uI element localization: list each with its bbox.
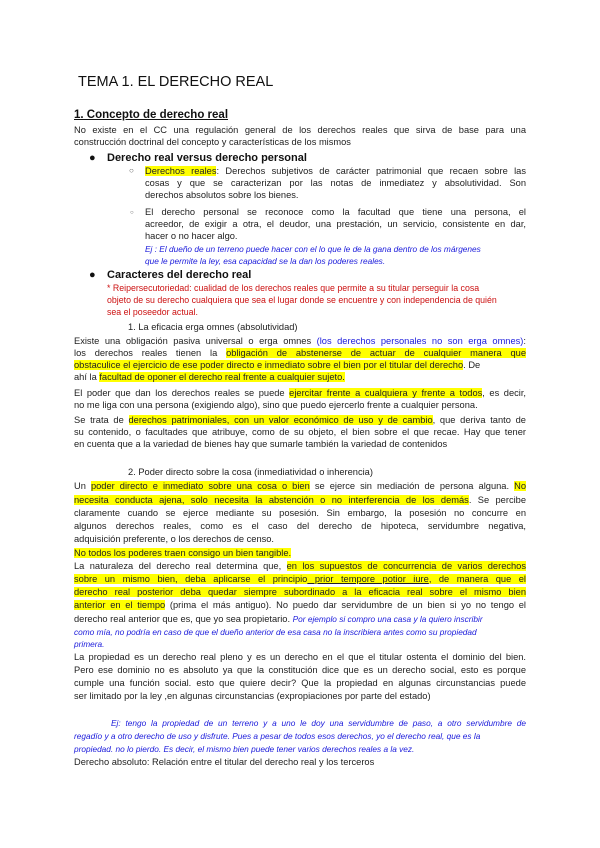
para-3-line-2: su contenido, o facultades que atribuye, como de su objeto, el bien sobre el que recae. Hay que tener — [74, 427, 526, 437]
para-3-line-1: Se trata de derechos patrimoniales, con un valor económico de uso y de cambio, que deriva tanto de — [74, 415, 526, 425]
para-6-line-4: anterior en el tiempo (prima el más antiguo). No puedo dar servidumbre de un bien si yo no tengo el — [74, 600, 526, 610]
sub-bullet-circle: ○ — [130, 210, 134, 216]
para-4-line-2: necesita conducta ajena, solo necesita la abstención o no interferencia de los demás. Se percibe — [74, 495, 526, 505]
reipersecutoriedad-line-3: sea el poseedor actual. — [107, 307, 198, 317]
para-6-line-7: primera. — [74, 639, 105, 649]
section-heading-concepto: 1. Concepto de derecho real — [74, 109, 229, 121]
para-7-line-4: ser limitado por la ley ,en algunas circunstancias (expropiaciones por parte del estado) — [74, 691, 431, 701]
para-6-line-3: derecho real posterior deba quedar siempre subordinado a la eficacia real sobre el mismo bien — [74, 587, 526, 597]
para-1-line-4: ahí la facultad de oponer el derecho real frente a cualquier sujeto. — [74, 372, 345, 382]
bullet-dot: ● — [89, 152, 96, 164]
numbered-item-1: 1. La eficacia erga omnes (absolutividad) — [128, 322, 298, 332]
para-1-line-1: Existe una obligación pasiva universal o erga omnes (los derechos personales no son erga omnes): — [74, 336, 526, 346]
para-6-line-2: sobre un mismo bien, deba aplicarse el principio prior tempore potior iure, de manera que el — [74, 574, 526, 584]
derecho-personal-line-1: El derecho personal se reconoce como la facultad que tiene una persona, el — [145, 207, 526, 217]
para-2-line-1: El poder que dan los derechos reales se puede ejercitar frente a cualquiera y frente a todos, es decir, — [74, 388, 526, 398]
derecho-personal-line-2: acreedor, de exigir a otra, el deudor, una prestación, un servicio, consistente en dar, — [145, 219, 526, 229]
para-4-line-4: algunos derechos reales, como es el caso del derecho de hipoteca, servidumbre negativa, — [74, 521, 526, 531]
bullet-heading-derecho-real-vs-personal: Derecho real versus derecho personal — [107, 152, 307, 164]
example-2-line-3: propiedad. no lo pierdo. Es decir, el mismo bien puede tener varios derechos reales a la vez. — [74, 744, 415, 754]
derechos-reales-line-1: Derechos reales: Derechos subjetivos de carácter patrimonial que recaen sobre las — [145, 166, 526, 176]
last-line-derecho-absoluto: Derecho absoluto: Relación entre el titular del derecho real y los terceros — [74, 757, 375, 767]
reipersecutoriedad-line-1: * Reipersecutoriedad: cualidad de los derechos reales que permite a su titular perseguir la cosa — [107, 283, 480, 293]
para-5: No todos los poderes traen consigo un bien tangible. — [74, 548, 292, 558]
derechos-reales-line-3: derechos absolutos sobre los bienes. — [145, 190, 299, 200]
para-2-line-2: no me liga con una persona (exigiendo algo), sino que puedo ejercerlo frente a cualquier persona. — [74, 400, 478, 410]
intro-line-2: construcción doctrinal del concepto y características de los mismos — [74, 137, 351, 147]
example-1-line-1: Ej : El dueño de un terreno puede hacer con el lo que le de la gana dentro de los márgenes — [145, 244, 481, 254]
derecho-personal-line-3: hacer o no hacer algo. — [145, 231, 238, 241]
derechos-reales-label: Derechos reales — [145, 166, 217, 176]
bullet-heading-caracteres: Caracteres del derecho real — [107, 269, 252, 281]
para-4-line-5: adquisición preferente, o los derechos de censo. — [74, 534, 275, 544]
example-2-line-2: regadío y a otro derecho de uso y disfrute. Pues a pesar de todos esos derechos, yo el derecho real, que es la — [74, 731, 481, 741]
example-2-line-1: Ej: tengo la propiedad de un terreno y a uno le doy una servidumbre de paso, a otro servidumbre de — [111, 718, 526, 728]
reipersecutoriedad-line-2: objeto de su derecho cualquiera que sea el lugar donde se encuentre y con independencia de quién — [107, 295, 497, 305]
para-6-line-6: como mía, no podría en caso de que el dueño anterior de esa casa no la inscribiera antes como su propiedad — [74, 627, 477, 637]
para-1-line-2: los derechos reales tienen la obligación de abstenerse de actuar de cualquier manera que — [74, 348, 527, 358]
numbered-item-2: 2. Poder directo sobre la cosa (inmediatividad o inherencia) — [128, 467, 373, 477]
sub-bullet-circle: ○ — [129, 166, 134, 175]
para-3-line-3: en cuenta que a la variedad de bienes hay que sumarle también la variedad de contenidos — [74, 439, 448, 449]
intro-line-1: No existe en el CC una regulación general de los derechos reales que sirva de base para una — [74, 125, 526, 135]
para-6-line-5: derecho real anterior que es, que yo sea propietario. Por ejemplo si compro una casa y la quiero inscribir — [74, 614, 483, 624]
example-1-line-2: que le permite la ley, esa capacidad se la dan los poderes reales. — [145, 256, 386, 266]
para-4-line-3: claramente cuando se ejerce mediante su posesión. Sin embargo, la posesión no concurre en — [74, 508, 526, 518]
document-title: TEMA 1. EL DERECHO REAL — [78, 74, 274, 90]
bullet-dot: ● — [89, 269, 96, 281]
para-7-line-1: La propiedad es un derecho real pleno y es un derecho en el que el titular ostenta el dominio del bien. — [74, 652, 526, 662]
para-6-line-1: La naturaleza del derecho real determina que, en los supuestos de concurrencia de varios derechos — [74, 561, 527, 571]
para-4-line-1: Un poder directo e inmediato sobre una cosa o bien se ejerce sin mediación de persona alguna. No — [74, 481, 526, 491]
para-1-line-3: obstaculice el ejercicio de ese poder directo e inmediato sobre el bien por el titular del derecho. De — [74, 360, 481, 370]
derechos-reales-line-2: cosas y que se caracterizan por las notas de inmediatez y absolutividad. Son — [145, 178, 526, 188]
para-7-line-3: cumple una función social. esto que quiere decir? Que la propiedad en algunas circunstancias puede — [74, 678, 526, 688]
para-7-line-2: Pero ese dominio no es absoluto ya que la constitución dice que es un derecho social, esto es porque — [74, 665, 526, 675]
